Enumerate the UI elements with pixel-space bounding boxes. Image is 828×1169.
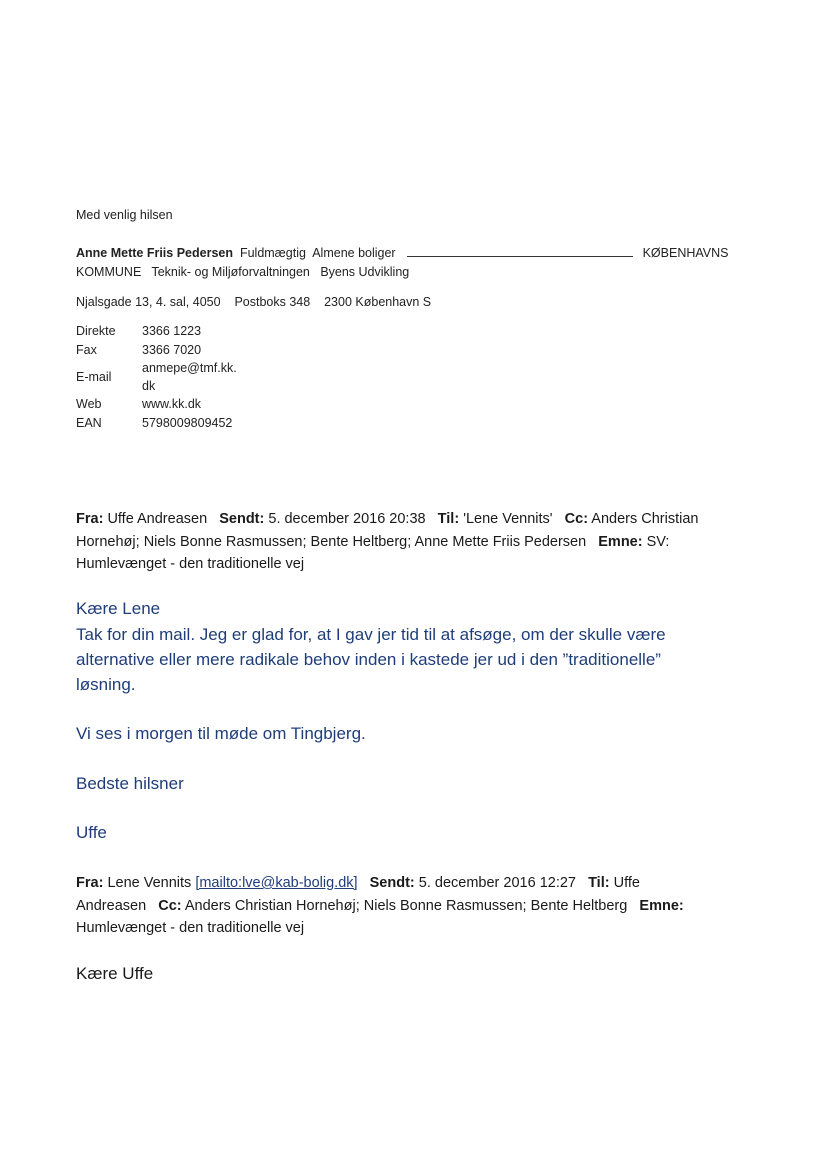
- sent-value: 5. december 2016 12:27: [418, 875, 576, 891]
- signature-org-part1: KØBENHAVNS: [642, 246, 729, 260]
- signature-address: Njalsgade 13, 4. sal, 4050: [76, 295, 221, 309]
- contact-direkte: [76, 324, 201, 338]
- signature-address-line: [76, 295, 431, 309]
- email2-greeting: Kære Uffe: [76, 964, 154, 983]
- contact-label: EAN: [76, 416, 102, 430]
- cc-value-part2: Hornehøj; Niels Bonne Rasmussen; Bente Heltberg; Anne Mette Friis Pedersen: [76, 534, 587, 550]
- contact-email-value: anmepe@tmf.kk.: [142, 361, 237, 375]
- signature-unit: Almene boliger: [312, 246, 396, 260]
- email1-paragraph-2: Vi ses i morgen til møde om Tingbjerg.: [76, 724, 366, 743]
- to-value: 'Lene Vennits': [463, 511, 553, 527]
- email1-signoff: Uffe: [76, 823, 107, 842]
- sent-label: Sendt:: [369, 875, 415, 891]
- email2-header-line-2: [76, 895, 684, 917]
- email1-paragraph-line-3: løsning.: [76, 675, 136, 694]
- closing-text: Med venlig hilsen: [76, 208, 173, 222]
- from-email-link[interactable]: [mailto:lve@kab-bolig.dk]: [195, 875, 358, 891]
- contact-label: Direkte: [76, 324, 116, 338]
- email1-paragraph-line-2: alternative eller mere radikale behov inden i kastede jer ud i den ”traditionelle”: [76, 650, 661, 669]
- to-value-part1: Uffe: [613, 875, 640, 891]
- sent-value: 5. december 2016 20:38: [268, 511, 426, 527]
- to-label: Til:: [588, 875, 610, 891]
- contact-label: Fax: [76, 343, 97, 357]
- cc-label: Cc:: [564, 511, 589, 527]
- subject-value-part1: SV:: [646, 534, 670, 550]
- contact-fax: [76, 343, 201, 357]
- from-label: Fra:: [76, 875, 104, 891]
- email1-header-line-2: [76, 531, 669, 553]
- to-label: Til:: [437, 511, 460, 527]
- from-label: Fra:: [76, 511, 104, 527]
- cc-value-part1: Anders Christian: [591, 511, 699, 527]
- contact-value: 3366 1223: [142, 324, 202, 338]
- subject-label: Emne:: [639, 898, 684, 914]
- contact-value: 3366 7020: [142, 343, 202, 357]
- contact-label: Web: [76, 397, 102, 411]
- signature-line-2: [76, 265, 409, 279]
- signature-postbox: Postboks 348: [234, 295, 311, 309]
- from-value: Lene Vennits: [107, 875, 192, 891]
- contact-email-label: E-mail: [76, 370, 112, 384]
- sent-label: Sendt:: [219, 511, 265, 527]
- email2-header-line-1: [76, 872, 640, 894]
- subject-label: Emne:: [598, 534, 643, 550]
- cc-value: Anders Christian Hornehøj; Niels Bonne Rasmussen; Bente Heltberg: [184, 898, 628, 914]
- contact-web: [76, 397, 201, 411]
- cc-label: Cc:: [158, 898, 182, 914]
- email1-greeting: Kære Lene: [76, 599, 161, 618]
- signature-org-part2: KOMMUNE: [76, 265, 142, 279]
- signature-division: Byens Udvikling: [320, 265, 410, 279]
- signature-name: Anne Mette Friis Pedersen: [76, 246, 233, 260]
- email2-subject: Humlevænget - den traditionelle vej: [76, 920, 305, 936]
- signature-title: Fuldmægtig: [239, 246, 306, 260]
- contact-ean: [76, 416, 232, 430]
- email1-paragraph-line-1: Tak for din mail. Jeg er glad for, at I gav jer tid til at afsøge, om der skulle være: [76, 625, 666, 644]
- contact-value: www.kk.dk: [142, 397, 202, 411]
- signature-department: Teknik- og Miljøforvaltningen: [151, 265, 310, 279]
- contact-value: 5798009809452: [142, 416, 233, 430]
- email1-header-line-1: [76, 508, 698, 530]
- from-value: Uffe Andreasen: [107, 511, 208, 527]
- contact-email-value-2: dk: [142, 379, 156, 393]
- email1-closing: Bedste hilsner: [76, 774, 184, 793]
- email1-subject-continued: Humlevænget - den traditionelle vej: [76, 556, 305, 572]
- to-value-part2: Andreasen: [76, 898, 147, 914]
- signature-city: 2300 København S: [324, 295, 432, 309]
- signature-line-1: [76, 246, 728, 260]
- signature-rule: [407, 246, 633, 257]
